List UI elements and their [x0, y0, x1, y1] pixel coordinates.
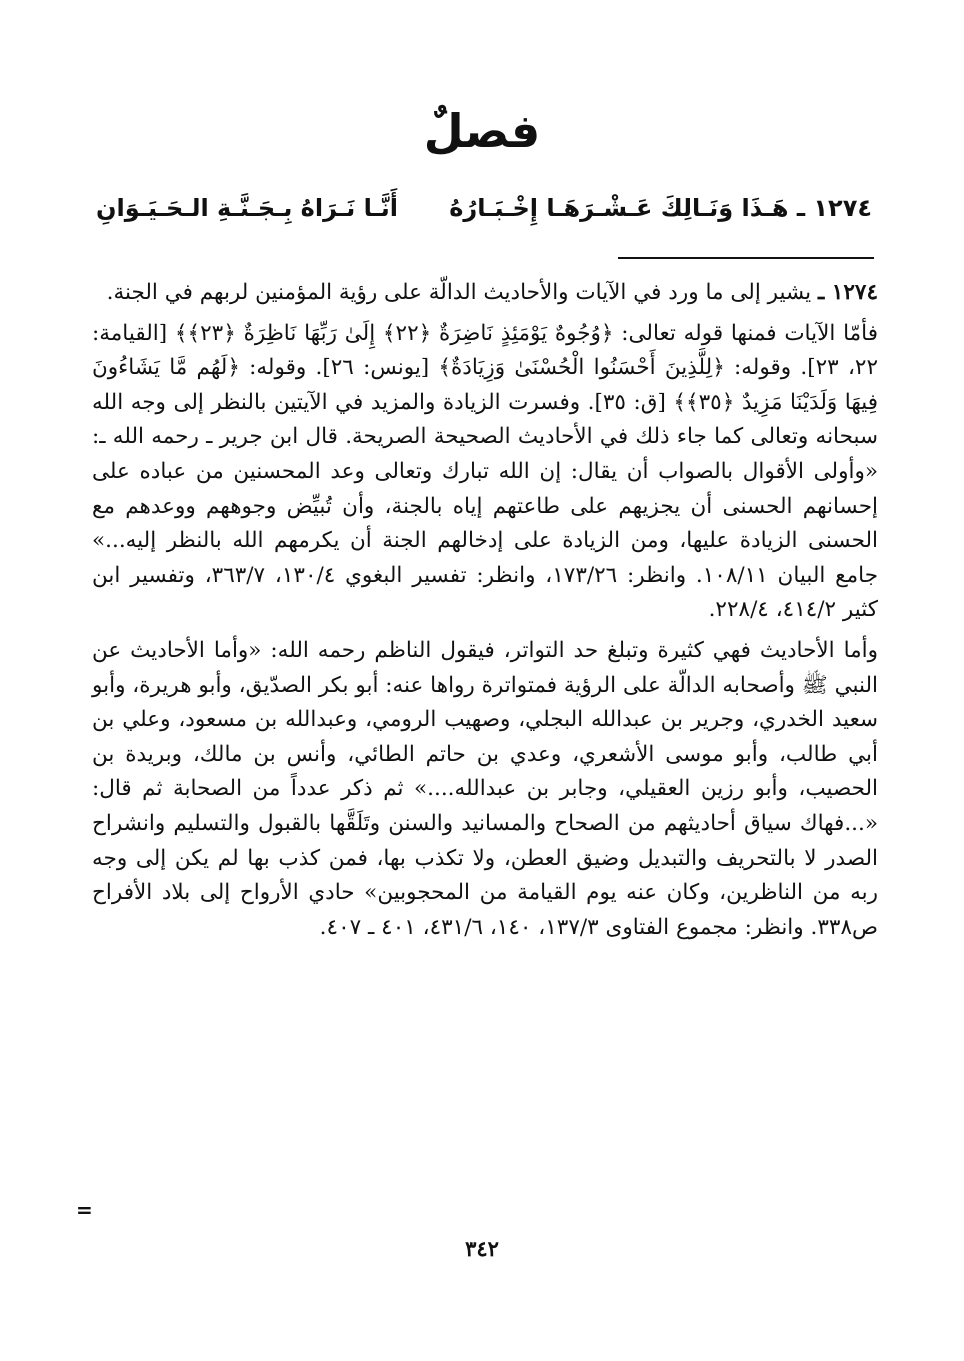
commentary-intro-paragraph — [92, 276, 878, 311]
commentary-intro-text: يشير إلى ما ورد في الآيات والأحاديث الدالّة على رؤية المؤمنين لربهم في الجنة. — [106, 280, 812, 305]
section-heading: فصلٌ — [423, 104, 541, 158]
commentary-body — [92, 276, 878, 951]
footnote-separator — [618, 257, 874, 259]
verse-first-hemistich-text: هَـذَا وَنَـالِكَ عَـشْـرَهَـا إِخْـبَـارُهُ — [449, 194, 789, 222]
verse-number: ١٢٧٤ ـ — [796, 194, 872, 222]
verse-first-hemistich — [449, 194, 872, 222]
page-number: ٣٤٢ — [465, 1236, 499, 1261]
continuation-mark: = — [76, 1198, 93, 1222]
commentary-verses-paragraph: فأمّا الآيات فمنها قوله تعالى: ﴿وُجُوهٌ يَوْمَئِذٍ نَاضِرَةٌ ﴿٢٢﴾ إِلَىٰ رَبِّهَا نَاظِرَةٌ ﴿٢٣﴾﴾ [القيامة: ٢٢، ٢٣]. وقوله: ﴿لِلَّذِينَ أَحْسَنُوا الْحُسْنَىٰ وَزِيَادَةٌ﴾ [يونس: ٢٦]. وقوله: ﴿لَهُم مَّا يَشَاءُونَ فِيهَا وَلَدَيْنَا مَزِيدٌ ﴿٣٥﴾﴾ [ق: ٣٥]. وفسرت الزيادة والمزيد في الآيتين بالنظر إلى وجه الله سبحانه وتعالى كما جاء ذلك في الأحاديث الصحيحة الصريحة. قال ابن جرير ـ رحمه الله ـ: «وأولى الأقوال بالصواب أن يقال: إن الله تبارك وتعالى وعد المحسنين من عباده على إحسانهم الحسنى أن يجزيهم على طاعتهم إياه بالجنة، وأن تُبيِّض وجوههم ووعدهم مع الحسنى الزيادة عليها، ومن الزيادة على إدخالهم الجنة أن يكرمهم الله بالنظر إليه...» جامع البيان ١٠٨/١١. وانظر: ١٧٣/٢٦، وانظر: تفسير البغوي ١٣٠/٤، ٣٦٣/٧، وتفسير ابن كثير ٤١٤/٢، ٢٢٨/٤. — [92, 320, 879, 623]
verse-second-hemistich: أَنَّـا نَـرَاهُ بِـجَـنَّـةِ الـحَـيَـوَانِ — [96, 194, 399, 222]
poem-verse — [96, 190, 872, 226]
commentary-hadith-paragraph: وأما الأحاديث فهي كثيرة وتبلغ حد التواتر، فيقول الناظم رحمه الله: «وأما الأحاديث عن النبي ﷺ وأصحابه الدالّة على الرؤية فمتواترة رواها عنه: أبو بكر الصدّيق، وأبو هريرة، وأبو سعيد الخدري، وجرير بن عبدالله البجلي، وصهيب الرومي، وعبدالله بن مسعود، وعلي بن أبي طالب، وأبو موسى الأشعري، وعدي بن حاتم الطائي، وأنس بن مالك، وبريدة بن الحصيب، وأبو رزين العقيلي، وجابر بن عبدالله....» ثم ذكر عدداً من الصحابة ثم قال: «...فهاك سياق أحاديثهم من الصحاح والمسانيد والسنن وتَلَقَّها بالقبول والتسليم وانشراح الصدر لا بالتحريف والتبديل وضيق العطن، ولا تكذب بها، فمن كذب بها لم يكن إلى وجه ربه من الناظرين، وكان عنه يوم القيامة من المحجوبين» حادي الأرواح إلى بلاد الأفراح ص٣٣٨. وانظر: مجموع الفتاوى ١٣٧/٣، ١٤٠، ٤٣١/٦، ٤٠١ ـ ٤٠٧. — [92, 637, 878, 940]
commentary-number: ١٢٧٤ ـ — [818, 280, 878, 305]
